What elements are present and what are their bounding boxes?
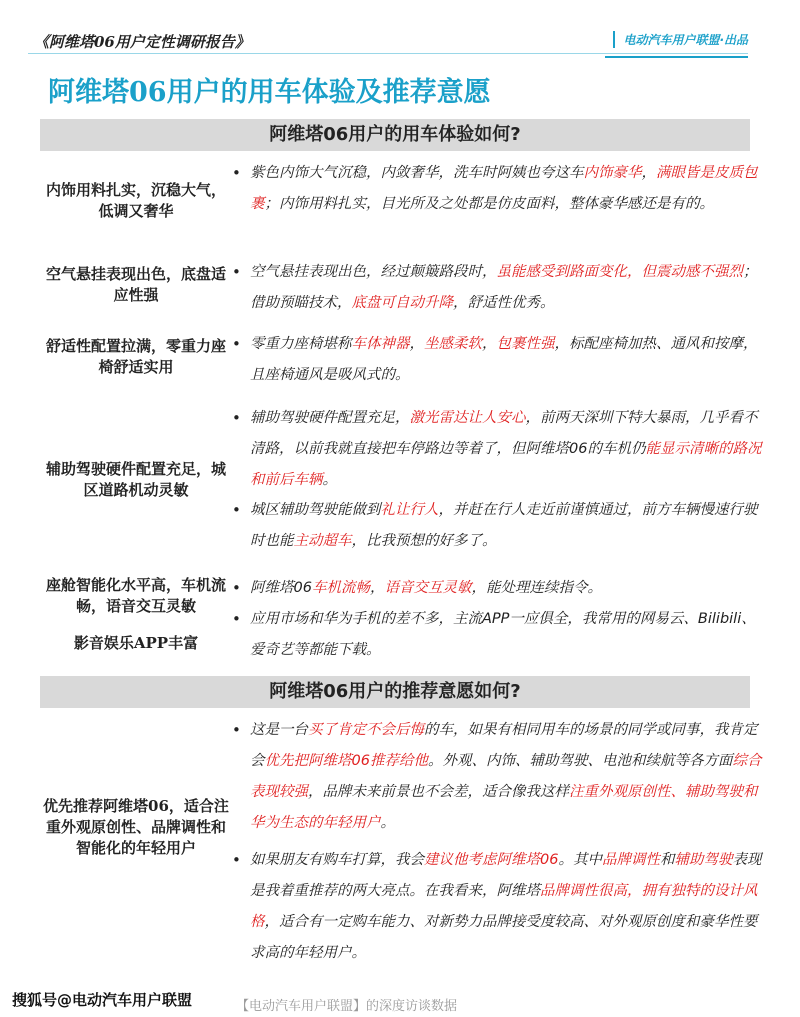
body-text: ， <box>641 165 656 181</box>
highlight-text: 车体神器 <box>351 336 410 352</box>
page-title: 阿维塔06用户的用车体验及推荐意愿 <box>48 77 491 108</box>
bullet-cockpit-1 <box>232 573 770 604</box>
header-accent-bar <box>605 56 748 58</box>
body-text: 。其中 <box>558 852 602 868</box>
body-text: 如果朋友有购车打算，我会 <box>250 852 424 868</box>
highlight-text: 能显示清晰的路况和前后车辆 <box>250 441 762 488</box>
body-text: 和 <box>659 852 675 868</box>
bullet-suspension <box>232 257 770 319</box>
body-text: 阿维塔06 <box>250 580 312 596</box>
highlight-text: 综合表现较强 <box>250 753 762 800</box>
row-label-cockpit: 座舱智能化水平高，车机流畅，语音交互灵敏 <box>45 576 226 615</box>
bullet-recommend-2 <box>232 845 770 969</box>
bullet-adas-1 <box>232 403 770 496</box>
highlight-text: 内饰豪华 <box>583 165 642 181</box>
body-text: ，前两天深圳下特大暴雨，几乎看不清路，以前我就直接把车停路边等着了，但阿维塔06的车机仍 <box>250 410 758 457</box>
bullet-seats <box>232 329 770 391</box>
highlight-text: 主动超车 <box>293 533 352 549</box>
highlight-text: 语音交互灵敏 <box>384 580 472 596</box>
body-text: ，能处理连续指令。 <box>471 580 602 596</box>
body-text: ，标配座椅加热、通风和按摩，且座椅通风是吸风式的。 <box>250 336 758 383</box>
bullet-interior <box>232 158 770 220</box>
body-text: 。外观、内饰、辅助驾驶、电池和续航等各方面 <box>427 753 733 769</box>
body-text: 。 <box>322 472 337 488</box>
body-text: ，并赶在行人走近前谨慎通过，前方车辆慢速行驶时也能 <box>250 502 758 549</box>
body-text: ， <box>409 336 424 352</box>
highlight-text: 虽能感受到路面变化，但震动感不强烈 <box>496 264 743 280</box>
row-label-seats: 舒适性配置拉满，零重力座椅舒适实用 <box>45 337 226 376</box>
bullet-cockpit-2 <box>232 604 770 666</box>
body-text: ，品牌未来前景也不会差，适合像我这样 <box>308 784 569 800</box>
highlight-text: 底盘可自动升降 <box>351 295 453 311</box>
body-text: ， <box>369 580 385 596</box>
body-text: 这是一台 <box>250 722 308 738</box>
row-label-suspension: 空气悬挂表现出色，底盘适应性强 <box>45 265 226 304</box>
highlight-text: 品牌调性 <box>601 852 660 868</box>
watermark: 搜狐号@电动汽车用户联盟 <box>12 991 193 1009</box>
body-text: 空气悬挂表现出色，经过颠簸路段时， <box>250 264 497 280</box>
row-label-apps: 影音娱乐APP丰富 <box>73 634 199 652</box>
bullet-recommend-1 <box>232 715 770 839</box>
body-text: 的车，如果有相同用车的场景的同学或同事，我肯定会 <box>250 722 758 769</box>
highlight-text: 辅助驾驶 <box>674 852 733 868</box>
body-text: 零重力座椅堪称 <box>250 336 352 352</box>
row-label-interior: 内饰用料扎实，沉稳大气，低调又奢华 <box>45 181 226 220</box>
body-text: ；借助预瞄技术， <box>250 264 758 311</box>
body-text: 城区辅助驾驶能做到 <box>250 502 381 518</box>
body-text: ，适合有一定购车能力、对新势力品牌接受度较高、对外观原创度和豪华性要求高的年轻用户。 <box>250 914 758 961</box>
highlight-text: 坐感柔软 <box>424 336 482 352</box>
row-label-recommend: 优先推荐阿维塔06，适合注重外观原创性、品牌调性和智能化的年轻用户 <box>43 797 229 857</box>
highlight-text: 品牌调性很高，拥有独特的设计风格 <box>250 883 758 930</box>
body-text: ， <box>482 336 497 352</box>
report-title: 《阿维塔06用户定性调研报告》 <box>34 33 250 51</box>
row-label-adas: 辅助驾驶硬件配置充足，城区道路机动灵敏 <box>45 460 226 499</box>
highlight-text: 买了肯定不会后悔 <box>308 722 424 738</box>
body-text: 辅助驾驶硬件配置充足， <box>250 410 410 426</box>
header-divider <box>28 53 748 54</box>
body-text: 表现是我着重推荐的两大亮点。在我看来，阿维塔 <box>250 852 762 899</box>
highlight-text: 优先把阿维塔06推荐给他 <box>264 753 428 769</box>
highlight-text: 车机流畅 <box>311 580 370 596</box>
source-note: 【电动汽车用户联盟】的深度访谈数据 <box>236 999 458 1014</box>
section-heading-experience: 阿维塔06用户的用车体验如何? <box>40 119 750 151</box>
body-text: 。 <box>380 815 395 831</box>
highlight-text: 建议他考虑阿维塔06 <box>424 852 559 868</box>
highlight-text: 包裹性强 <box>496 336 555 352</box>
section-heading-recommend: 阿维塔06用户的推荐意愿如何? <box>40 676 750 708</box>
body-text: 应用市场和华为手机的差不多，主流APP一应俱全，我常用的网易云、Bilibili、爱奇艺等都能下载。 <box>250 611 756 658</box>
highlight-text: 礼让行人 <box>380 502 439 518</box>
highlight-text: 满眼皆是皮质包裹 <box>250 165 758 212</box>
bullet-adas-2 <box>232 495 770 557</box>
highlight-text: 激光雷达让人安心 <box>409 410 526 426</box>
body-text: ；内饰用料扎实，目光所及之处都是仿皮面料，整体豪华感还是有的。 <box>264 196 714 212</box>
body-text: ，舒适性优秀。 <box>453 295 555 311</box>
body-text: ，比我预想的好多了。 <box>351 533 497 549</box>
highlight-text: 注重外观原创性、辅助驾驶和华为生态的年轻用户 <box>250 784 758 831</box>
publisher-label: 电动汽车用户联盟·出品 <box>613 31 748 48</box>
body-text: 紫色内饰大气沉稳，内敛奢华，洗车时阿姨也夸这车 <box>250 165 584 181</box>
